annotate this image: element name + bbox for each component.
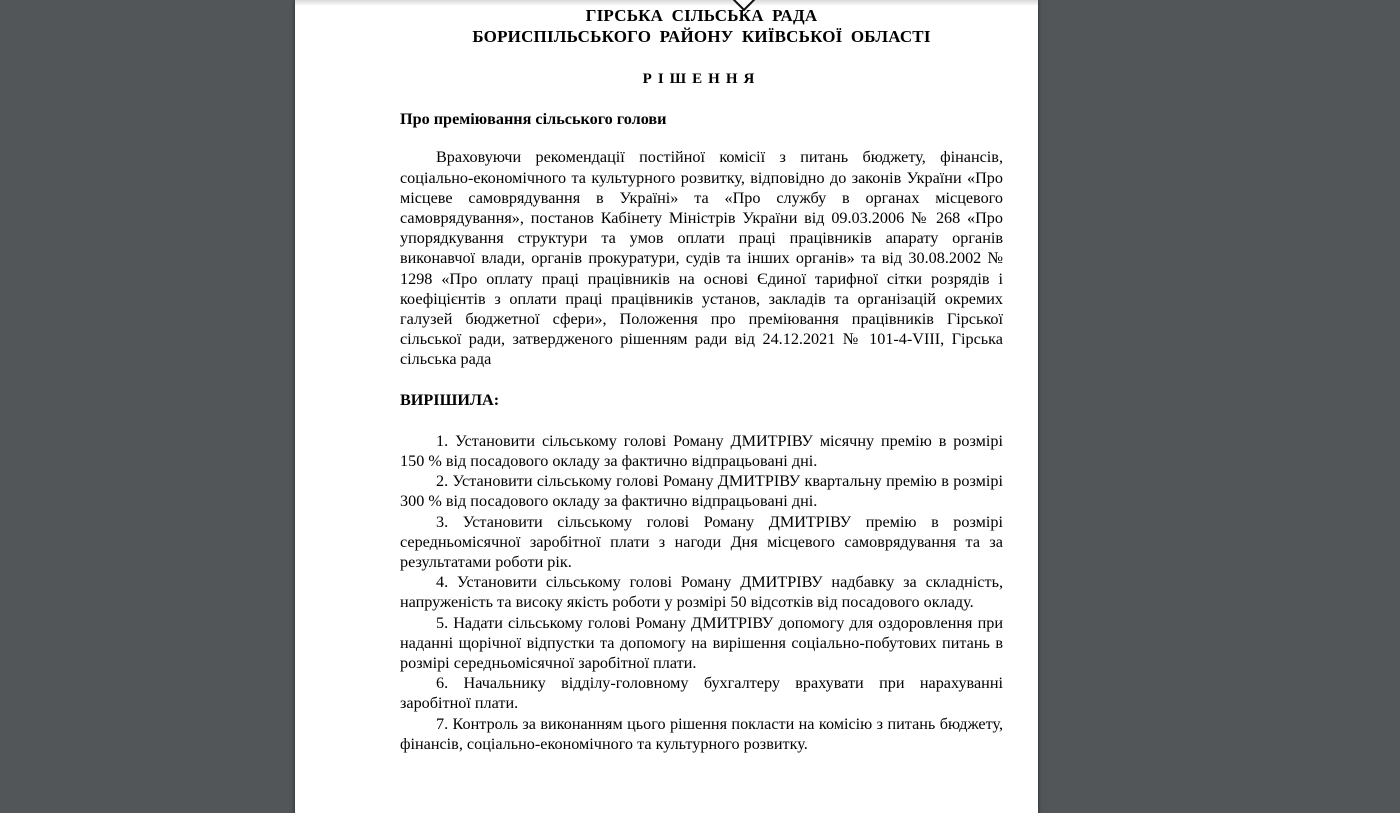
resolution-items-list [400,431,1003,754]
resolved-heading: ВИРІШИЛА: [400,390,500,409]
resolution-item: 3. Установити сільському голові Роману ДМИТРІВУ премію в розмірі середньомісячної заробітної плати з нагоди Дня місцевого самоврядування та за результатами роботи рік. [400,512,1003,572]
page-content [400,5,1003,754]
document-type-title: РІШЕННЯ [642,71,761,87]
preamble-paragraph: Враховуючи рекомендації постійної комісії з питань бюджету, фінансів, соціально-економічного та культурного розвитку, відповідно до законів України «Про місцеве самоврядування в Україні» та «Про службу в органах місцевого самоврядування», постанов Кабінету Міністрів України від 09.03.2006 № 268 «Про упорядкування структури та умов оплати праці працівників апарату органів виконавчої влади, органів прокуратури, судів та інших органів» та від 30.08.2002 № 1298 «Про оплату праці працівників на основі Єдиної тарифної сітки розрядів і коефіцієнтів з оплати праці працівників установ, закладів та організацій окремих галузей бюджетної сфери», Положення про преміювання працівників Гірської сільської ради, затвердженого рішенням ради від 24.12.2021 № 101-4-VIII, Гірська сільська рада [400,148,1003,369]
document-subject: Про преміювання сільського голови [400,110,667,129]
resolution-item: 2. Установити сільському голові Роману ДМИТРІВУ квартальну премію в розмірі 300 % від посадового окладу за фактично відпрацьовані дні. [400,472,1003,511]
council-name-line1: ГІРСЬКА СІЛЬСЬКА РАДА [585,6,818,25]
resolution-item: 1. Установити сільському голові Роману ДМИТРІВУ місячну премію в розмірі 150 % від посадового окладу за фактично відпрацьовані дні. [400,431,1003,471]
resolution-item: 5. Надати сільському голові Роману ДМИТРІВУ допомогу для оздоровлення при наданні щорічної відпустки та допомогу на вирішення соціально-побутових питань в розмірі середньомісячної заробітної плати. [400,613,1003,673]
resolution-item: 7. Контроль за виконанням цього рішення покласти на комісію з питань бюджету, фінансів, соціально-економічного та культурного розвитку. [400,714,1003,753]
document-page [295,0,1038,813]
council-header [400,5,1003,47]
council-name-line2: БОРИСПІЛЬСЬКОГО РАЙОНУ КИЇВСЬКОЇ ОБЛАСТІ [472,27,931,46]
resolution-item: 4. Установити сільському голові Роману ДМИТРІВУ надбавку за складність, напруженість та високу якість роботи у розмірі 50 відсотків від посадового окладу. [400,573,1003,612]
resolution-item: 6. Начальнику відділу-головному бухгалтеру врахувати при нарахуванні заробітної плати. [400,674,1003,713]
